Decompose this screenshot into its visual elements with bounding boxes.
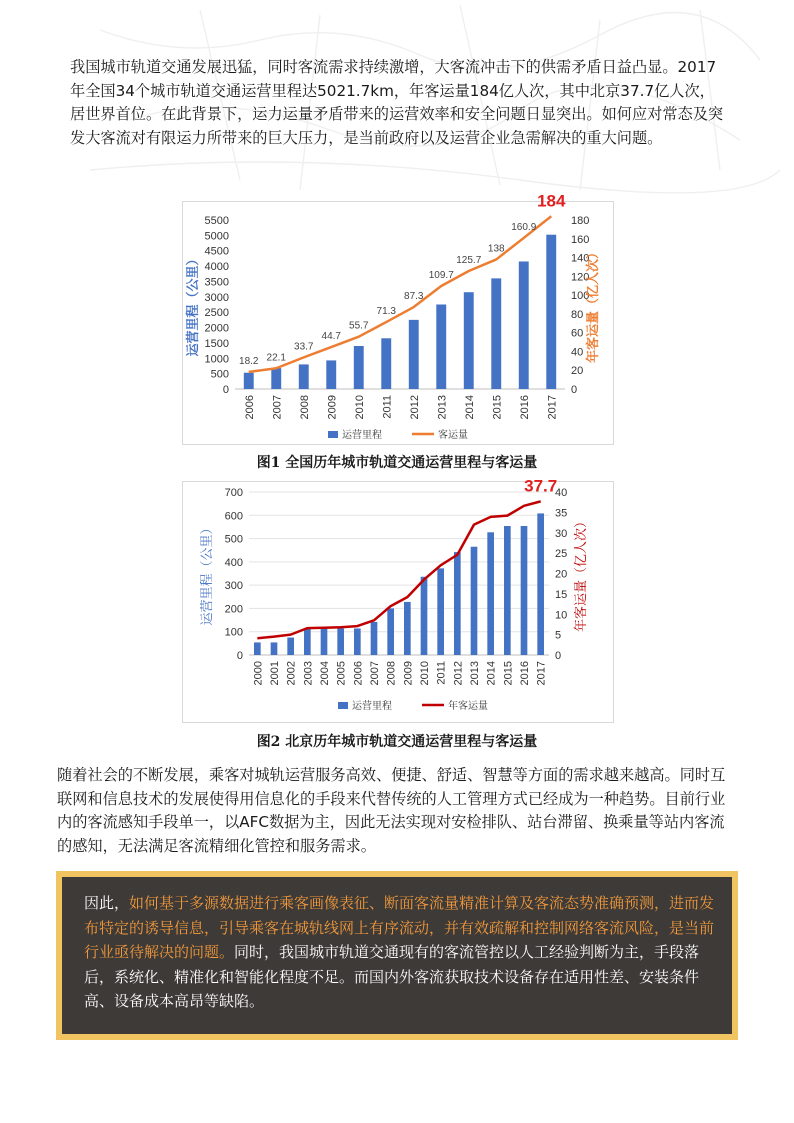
intro-paragraph: 我国城市轨道交通发展迅猛，同时客流需求持续激增，大客流冲击下的供需矛盾日益凸显。2017年全国34个城市轨道交通运营里程达5021.7km，年客运量184亿人次，其中北京37.7亿人次，居世界首位。在此背景下，运力运量矛盾带来的运营效率和安全问题日显突出。如何应对常态及突发大客流对有限运力所带来的巨大压力，是当前政府以及运营企业急需解决的重大问题。 [70, 58, 724, 147]
x-tick-label: 2010 [353, 395, 366, 420]
x-tick-label: 2011 [435, 661, 448, 685]
x-tick-label: 2008 [298, 395, 311, 420]
y2-tick-label: 5 [555, 629, 562, 642]
x-tick-label: 2007 [271, 395, 284, 420]
y-tick-label: 3500 [204, 276, 229, 289]
y-tick-label: 1000 [204, 353, 229, 366]
x-tick-label: 2011 [381, 395, 394, 419]
y2-axis-title: 年客运量（亿人次） [574, 514, 589, 633]
y-tick-label: 600 [224, 510, 243, 523]
y2-tick-label: 40 [571, 346, 584, 359]
x-tick-label: 2017 [535, 661, 548, 686]
y-tick-label: 5500 [204, 215, 229, 227]
y-tick-label: 200 [224, 603, 243, 616]
x-tick-label: 2006 [352, 661, 365, 686]
x-tick-label: 2010 [419, 661, 431, 686]
x-tick-label: 2012 [408, 395, 421, 420]
bar-2013 [471, 547, 478, 655]
chart-beijing [183, 476, 613, 722]
legend-label-bar: 运营里程 [342, 430, 382, 441]
data-label-2008: 33.7 [294, 341, 314, 353]
bar-2010 [354, 346, 364, 389]
data-label-2012: 87.3 [404, 291, 424, 303]
bar-2016 [521, 526, 528, 655]
bar-2013 [436, 305, 446, 390]
callout-lead: 因此， [84, 894, 130, 912]
legend-label-bar: 运营里程 [352, 701, 392, 712]
figure-2-chart [182, 476, 614, 723]
legend-swatch-bar [328, 431, 338, 438]
y2-tick-label: 40 [555, 487, 568, 499]
bar-2009 [404, 602, 411, 655]
x-tick-label: 2002 [285, 661, 298, 686]
x-tick-label: 2006 [243, 395, 256, 420]
data-label-2014: 125.7 [456, 254, 482, 266]
x-tick-label: 2000 [252, 661, 265, 686]
y-tick-label: 2000 [204, 322, 229, 335]
bar-2012 [409, 320, 419, 389]
x-tick-label: 2016 [519, 661, 531, 686]
x-tick-label: 2007 [369, 661, 381, 686]
x-tick-label: 2014 [485, 661, 498, 686]
y2-tick-label: 0 [571, 384, 578, 396]
x-tick-label: 2009 [326, 395, 339, 420]
y2-tick-label: 80 [571, 308, 584, 321]
y2-tick-label: 20 [555, 568, 568, 581]
bar-2017 [537, 513, 544, 655]
x-tick-label: 2004 [319, 661, 331, 686]
x-tick-label: 2013 [436, 395, 449, 420]
y-tick-label: 400 [224, 556, 243, 569]
y-axis-title: 运营里程（公里） [200, 521, 215, 626]
y-tick-label: 100 [224, 626, 243, 639]
bar-2015 [491, 278, 501, 389]
y-tick-label: 300 [224, 580, 243, 593]
data-label-2016: 160.9 [511, 221, 537, 233]
y-tick-label: 2500 [204, 307, 229, 320]
y-tick-label: 4000 [204, 261, 229, 274]
chart-national [183, 191, 613, 444]
data-label-2013: 109.7 [428, 270, 454, 282]
x-tick-label: 2008 [385, 661, 398, 686]
bar-2004 [321, 628, 328, 655]
data-label-2017: 37.7 [524, 476, 558, 496]
callout-box [56, 871, 738, 1040]
y-tick-label: 700 [224, 487, 243, 499]
y-tick-label: 500 [224, 533, 243, 546]
y2-tick-label: 140 [571, 252, 590, 265]
x-tick-label: 2013 [469, 661, 481, 686]
y-tick-label: 4500 [204, 245, 229, 258]
bar-2016 [519, 261, 529, 389]
y2-tick-label: 25 [555, 548, 568, 561]
y2-tick-label: 20 [571, 365, 584, 378]
bar-2014 [464, 292, 474, 389]
figure-1-caption: 图1 全国历年城市轨道交通运营里程与客运量 [256, 455, 538, 471]
bar-2003 [304, 628, 311, 655]
series-line-年客运量 [257, 501, 540, 638]
data-label-2007: 22.1 [266, 352, 286, 364]
y-tick-label: 0 [236, 650, 243, 662]
legend-label-line: 客运量 [438, 430, 468, 441]
body-paragraph: 随着社会的不断发展，乘客对城轨运营服务高效、便捷、舒适、智慧等方面的需求越来越高。同时互联网和信息技术的发展使得用信息化的手段来代替传统的人工管理方式已经成为一种趋势。目前行业内的客流感知手段单一，以AFC数据为主，因此无法实现对安检排队、站台滞留、换乘量等站内客流的感知，无法满足客流精细化管控和服务需求。 [57, 766, 726, 855]
y2-axis-title: 年客运量（亿人次） [586, 245, 601, 364]
bar-2011 [437, 568, 444, 655]
legend-swatch-bar [338, 702, 348, 709]
x-tick-label: 2015 [502, 661, 515, 686]
y-tick-label: 0 [222, 384, 229, 396]
x-tick-label: 2009 [402, 661, 415, 686]
bar-2009 [326, 360, 336, 389]
y2-tick-label: 10 [555, 609, 568, 622]
x-tick-label: 2014 [463, 395, 476, 420]
callout-rest: 同时，我国城市轨道交通现有的客流管控以人工经验判断为主，手段落后，系统化、精准化和智能化程度不足。而国内外客流获取技术设备存在适用性差、安装条件高、设备成本高昂等缺陷。 [84, 943, 700, 1010]
legend-label-line: 年客运量 [448, 701, 488, 712]
y-tick-label: 3000 [204, 291, 229, 304]
y2-tick-label: 60 [571, 327, 584, 340]
bar-2002 [287, 638, 294, 655]
y-axis-title: 运营里程（公里） [186, 252, 201, 357]
bar-2006 [244, 373, 254, 389]
bar-2015 [504, 526, 511, 655]
x-tick-label: 2001 [269, 661, 281, 686]
bar-2006 [354, 628, 361, 655]
bar-2000 [254, 642, 261, 655]
y2-tick-label: 180 [571, 215, 590, 227]
x-tick-label: 2017 [546, 395, 559, 420]
bar-2005 [337, 628, 344, 655]
y2-tick-label: 100 [571, 290, 590, 303]
callout-text [62, 877, 732, 1034]
bar-2001 [271, 642, 278, 655]
x-tick-label: 2003 [302, 661, 315, 686]
callout-highlight: 如何基于多源数据进行乘客画像表征、断面客流量精准计算及客流态势准确预测，进而发布特定的诱导信息，引导乘客在城轨线网上有序流动，并有效疏解和控制网络客流风险，是当前行业亟待解决的问题。 [84, 894, 715, 961]
y-tick-label: 500 [210, 368, 229, 381]
bar-2008 [299, 364, 309, 389]
y2-tick-label: 35 [555, 507, 568, 520]
data-label-2017: 184 [537, 191, 566, 211]
bar-2011 [381, 338, 391, 389]
x-tick-label: 2005 [335, 661, 348, 686]
bar-2014 [487, 532, 494, 655]
x-tick-label: 2012 [452, 661, 465, 686]
y2-tick-label: 0 [555, 650, 562, 662]
y2-tick-label: 160 [571, 233, 590, 246]
bar-2012 [454, 552, 461, 655]
bar-2010 [421, 577, 428, 655]
data-label-2009: 44.7 [321, 331, 341, 343]
y2-tick-label: 120 [571, 271, 590, 284]
data-label-2011: 71.3 [376, 306, 396, 318]
x-tick-label: 2016 [518, 395, 531, 420]
data-label-2015: 138 [487, 243, 505, 255]
y-tick-label: 1500 [204, 337, 229, 350]
figure-2-caption: 图2 北京历年城市轨道交通运营里程与客运量 [256, 734, 538, 750]
bar-2007 [271, 368, 281, 389]
figure-1-chart [182, 191, 614, 445]
y-tick-label: 5000 [204, 230, 229, 243]
y2-tick-label: 30 [555, 527, 568, 540]
x-tick-label: 2015 [491, 395, 504, 420]
bar-2008 [387, 608, 394, 655]
bar-2007 [371, 622, 378, 655]
data-label-2006: 18.2 [239, 355, 259, 367]
data-label-2010: 55.7 [349, 320, 369, 332]
bar-2017 [546, 235, 556, 389]
y2-tick-label: 15 [555, 588, 568, 601]
